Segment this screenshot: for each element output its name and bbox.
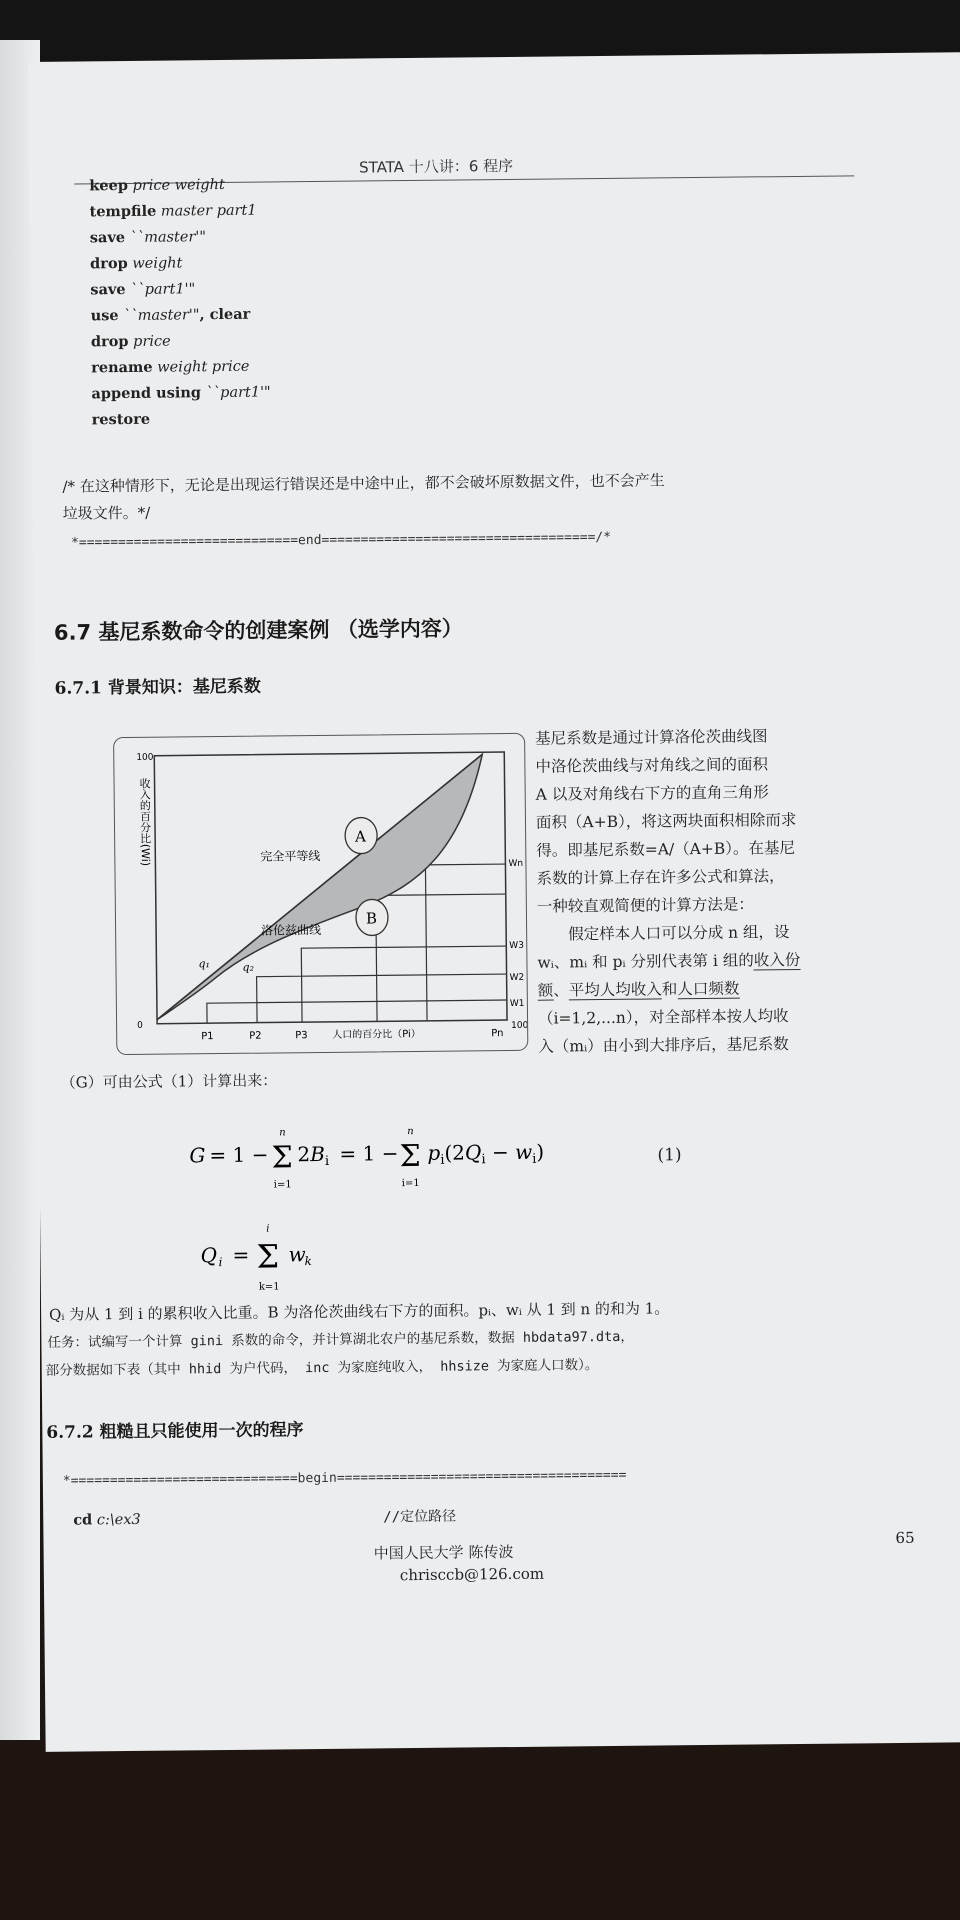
x-tick-p2: P2: [249, 1030, 262, 1042]
code-line: rename weight price: [91, 358, 250, 377]
gini-description-terms: 额、平均人均收入和人口频数: [537, 979, 740, 1000]
svg-text:k: k: [304, 1254, 312, 1269]
w-2: W2: [509, 972, 525, 984]
w-3: W3: [509, 940, 524, 952]
code-line: tempfile master part1: [89, 202, 257, 221]
description-line: 得。即基尼系数=A/（A+B）。在基尼: [536, 839, 796, 860]
cd-comment: //定位路径: [383, 1508, 457, 1526]
svg-text:= 1 −: = 1 −: [339, 1141, 399, 1166]
gini-description-l4: 入（mᵢ）由小到大排序后，基尼系数: [538, 1035, 789, 1056]
origin: 0: [137, 1020, 143, 1031]
comment-line-2: 垃圾文件。*/: [62, 503, 151, 523]
code-line: keep price weight: [89, 176, 225, 195]
svg-text:i=1: i=1: [401, 1177, 420, 1190]
x-axis-label: 人口的百分比（Pi）: [332, 1028, 421, 1041]
formula-1-svg: [189, 1120, 610, 1194]
x-tick-p3: P3: [295, 1030, 308, 1042]
w-1: W1: [509, 998, 525, 1010]
description-line: A 以及对角线右下方的直角三角形: [535, 783, 769, 804]
code-line: use ``master'", clear: [90, 305, 251, 325]
svg-text:2Bi: $2B_i$: [297, 1141, 330, 1169]
lorenz-label: 洛伦兹曲线: [261, 922, 322, 938]
svg-text:pi(2Qi − wi): $p_i(2Q_i - w_i)$: [427, 1139, 545, 1168]
x-end: 100: [511, 1020, 528, 1031]
svg-text:k=1: k=1: [258, 1281, 280, 1293]
lorenz-chart: [114, 734, 527, 1054]
svg-text:Σ: Σ: [256, 1237, 280, 1276]
comment-line-1: /* 在这种情形下，无论是出现运行错误还是中途中止，都不会破坏原数据文件，也不会产生: [62, 471, 665, 496]
svg-text:n: n: [407, 1126, 414, 1138]
description-line: 系数的计算上存在许多公式和算法，: [536, 867, 785, 888]
y-axis-label: 收入的百分比(Wi): [138, 777, 152, 867]
code-block-1: [89, 171, 271, 433]
footer-email: chrisccb@126.com: [399, 1564, 545, 1585]
g-intro: （G）可由公式（1）计算出来：: [60, 1071, 278, 1092]
lorenz-figure: [113, 733, 528, 1055]
svg-text:w: w: [288, 1242, 306, 1267]
svg-text:i: i: [218, 1255, 223, 1270]
code-line: drop weight: [90, 254, 183, 273]
task-line-1: 任务：试编写一个计算 gini 系数的命令，并计算湖北农户的基尼系数，数据 hbdata97.dta，: [47, 1328, 634, 1351]
svg-text:Σ: Σ: [399, 1138, 421, 1175]
svg-text:=: =: [232, 1242, 250, 1267]
code-line: drop price: [90, 332, 171, 351]
cd-line: cd c:\ex3: [73, 1511, 141, 1529]
code-line: append using ``part1'": [91, 384, 271, 403]
gini-description: [535, 721, 877, 949]
label-a: A: [355, 827, 367, 846]
q2-label: q₂: [242, 960, 255, 974]
svg-text:= 1 −: = 1 −: [209, 1142, 269, 1168]
svg-text:Σ: Σ: [271, 1140, 293, 1176]
svg-text:G: G: [189, 1143, 206, 1168]
end-separator: *============================end===================================/*: [70, 529, 612, 551]
equality-label: 完全平等线: [260, 848, 321, 864]
page-number: 65: [895, 1528, 915, 1547]
gini-description-l3: （i=1,2,...n），对全部样本按人均收: [537, 1007, 789, 1028]
code-line: restore: [91, 410, 151, 429]
svg-text:i=1: i=1: [273, 1179, 292, 1191]
subsection-title-1: 6.7.1 背景知识：基尼系数: [54, 676, 261, 699]
gini-description-w: wᵢ、mᵢ 和 pᵢ 分别代表第 i 组的收入份: [537, 950, 801, 972]
footer-school: 中国人民大学 陈传波: [373, 1542, 514, 1563]
description-line: 面积（A+B），将这两块面积相除而求: [535, 810, 797, 832]
svg-text:i: i: [266, 1223, 270, 1235]
svg-text:n: n: [279, 1127, 286, 1139]
description-line: 中洛伦茨曲线与对角线之间的面积: [535, 755, 769, 776]
x-tick-p1: P1: [201, 1031, 214, 1043]
subsection-title-2: 6.7.2 粗糙且只能使用一次的程序: [46, 1420, 304, 1443]
task-line-2: 部分数据如下表（其中 hhid 为户代码， inc 为家庭纯收入， hhsize 为家庭人口数）。: [45, 1357, 599, 1379]
x-pn: Pn: [491, 1028, 504, 1040]
q1-label: q₁: [198, 957, 210, 971]
running-header: STATA 十八讲：6 程序: [359, 156, 514, 177]
formula-2: [200, 1216, 401, 1299]
book-page: [28, 52, 960, 1752]
y-top: 100: [136, 752, 154, 763]
formula-1: [189, 1120, 610, 1199]
label-b: B: [365, 909, 378, 928]
svg-text:Q: Q: [200, 1243, 218, 1268]
section-title: 6.7 基尼系数命令的创建案例 （选学内容）: [53, 616, 463, 645]
code-line: save ``master'": [89, 228, 207, 247]
w-n: Wn: [508, 858, 524, 870]
description-line: 假定样本人口可以分成 n 组，设: [537, 923, 790, 944]
formula-2-svg: [200, 1216, 401, 1294]
begin-separator: *=============================begin=====================================: [62, 1467, 627, 1489]
code-line: save ``part1'": [90, 280, 196, 299]
q-definition: Qᵢ 为从 1 到 i 的累积收入比重。B 为洛伦茨曲线右下方的面积。pᵢ、wᵢ 从 1 到 n 的和为 1。: [49, 1299, 670, 1324]
description-line: 基尼系数是通过计算洛伦茨曲线图: [535, 727, 768, 748]
formula-1-number: (1): [657, 1145, 682, 1166]
background-bottom: [0, 1740, 960, 1920]
description-line: 一种较直观简便的计算方法是：: [536, 895, 754, 916]
